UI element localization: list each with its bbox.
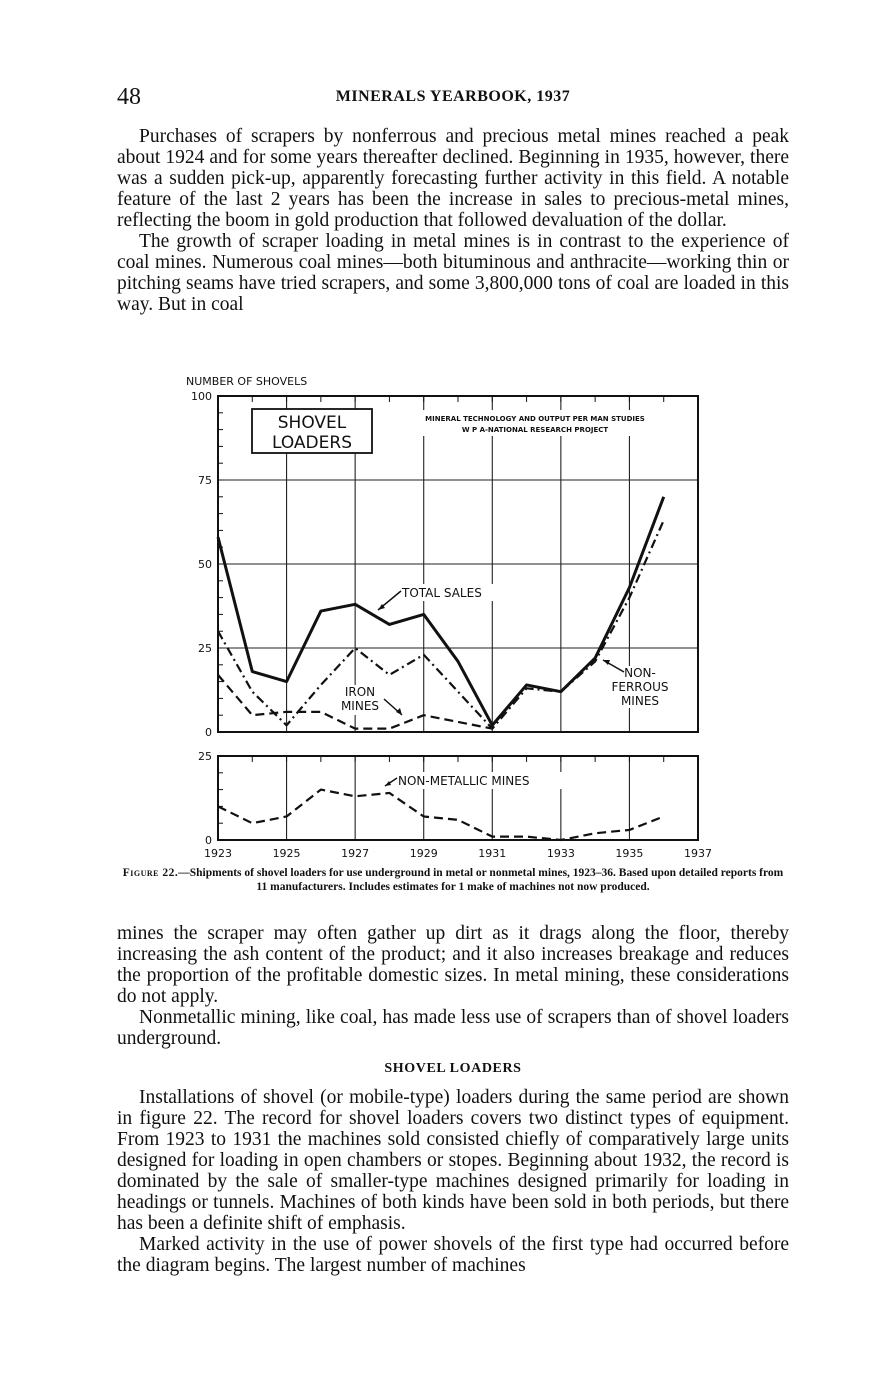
source-note-line-2: W P A-NATIONAL RESEARCH PROJECT	[461, 426, 609, 434]
source-note-line-1: MINERAL TECHNOLOGY AND OUTPUT PER MAN STUDIES	[425, 415, 645, 423]
body-text-top	[117, 126, 789, 315]
paragraph: Nonmetallic mining, like coal, has made less use of scrapers than of shovel loaders underground.	[117, 1007, 789, 1049]
iron-mines-arrowhead	[396, 708, 402, 715]
body-text-middle	[117, 923, 789, 1049]
x-tick-label: 1929	[409, 847, 438, 860]
non-ferrous-label-line-1: NON-	[624, 666, 656, 680]
iron-mines-label-line-2: MINES	[340, 699, 380, 713]
y-tick-label: 25	[198, 642, 212, 655]
y-tick-label: 0	[205, 834, 212, 847]
y-tick-label: 50	[198, 558, 212, 571]
x-tick-label: 1935	[615, 847, 644, 860]
body-text-bottom	[117, 1087, 789, 1276]
paragraph: Purchases of scrapers by nonferrous and precious metal mines reached a peak about 1924 and for some years thereafter declined. Beginning in 1935, however, there was a sudden pick-up, apparently forecasting further activity in this field. A notable feature of the last 2 years has been the increase in sales to precious-metal mines, reflecting the boom in gold production that followed devaluation of the dollar.	[117, 126, 789, 231]
lower-y-tick-labels	[198, 750, 212, 847]
upper-panel-series	[218, 497, 664, 729]
non-ferrous-label-line-2: FERROUS	[611, 680, 669, 694]
x-tick-label: 1925	[272, 847, 301, 860]
non-ferrous-label-line-3: MINES	[620, 694, 660, 708]
y-tick-label: 25	[198, 750, 212, 763]
lower-panel-series	[218, 790, 664, 840]
y-tick-label: 75	[198, 474, 212, 487]
title-box-line-1: SHOVEL	[277, 413, 347, 433]
x-tick-labels	[204, 847, 712, 860]
figure-22	[180, 372, 720, 862]
caption-text: —Shipments of shovel loaders for use underground in metal or nonmetal mines, 1923–36. Based upon detailed reports from 11 manufacturers. Includes estimates for 1 make of machines not now produced.	[178, 867, 784, 893]
shovel-loaders-chart	[180, 372, 720, 862]
non-ferrous-mines-series-line	[218, 520, 664, 728]
figure-caption	[117, 866, 789, 894]
paragraph: The growth of scraper loading in metal mines is in contrast to the experience of coal mines. Numerous coal mines—both bituminous and anthracite—working thin or pitching seams have tried scrapers, and some 3,800,000 tons of coal are loaded in this way. But in coal	[117, 231, 789, 315]
title-box-line-2: LOADERS	[271, 433, 353, 453]
x-tick-label: 1933	[546, 847, 575, 860]
running-title: MINERALS YEARBOOK, 1937	[335, 88, 571, 105]
lower-panel-grid	[218, 756, 664, 840]
paragraph: mines the scraper may often gather up dirt as it drags along the floor, thereby increasing the ash content of the product; and it also increases breakage and reduces the proportion of the profitable domestic sizes. In metal mining, these considerations do not apply.	[117, 923, 789, 1007]
figure-label: Figure 22.	[122, 867, 179, 879]
x-tick-label: 1923	[204, 847, 232, 860]
x-tick-label: 1927	[341, 847, 370, 860]
y-tick-label: 0	[205, 726, 212, 739]
total-sales-series-line	[218, 497, 664, 725]
total-sales-label: TOTAL SALES	[402, 586, 482, 600]
running-head	[117, 84, 789, 114]
non-metallic-label: NON-METALLIC MINES	[398, 774, 530, 788]
non-metallic-mines-series-line	[218, 790, 664, 840]
lower-panel-frame	[218, 756, 698, 840]
page-number: 48	[117, 84, 141, 110]
upper-y-tick-labels	[191, 390, 212, 739]
paragraph: Marked activity in the use of power shovels of the first type had occurred before the diagram begins. The largest number of machines	[117, 1234, 789, 1276]
section-heading: SHOVEL LOADERS	[384, 1061, 522, 1076]
iron-mines-label-line-1: IRON	[344, 685, 376, 699]
x-tick-label: 1937	[684, 847, 712, 860]
paragraph: Installations of shovel (or mobile-type) loaders during the same period are shown in figure 22. The record for shovel loaders covers two distinct types of equipment. From 1923 to 1931 the machines sold consisted chiefly of comparatively large units designed for loading in open chambers or stopes. Beginning about 1932, the record is dominated by the sale of smaller-type machines designed primarily for loading in headings or tunnels. Machines of both kinds have been sold in both periods, but there has been a definite shift of emphasis.	[117, 1087, 789, 1234]
y-axis-label: NUMBER OF SHOVELS	[186, 375, 308, 388]
x-tick-label: 1931	[478, 847, 507, 860]
y-tick-label: 100	[191, 390, 212, 403]
